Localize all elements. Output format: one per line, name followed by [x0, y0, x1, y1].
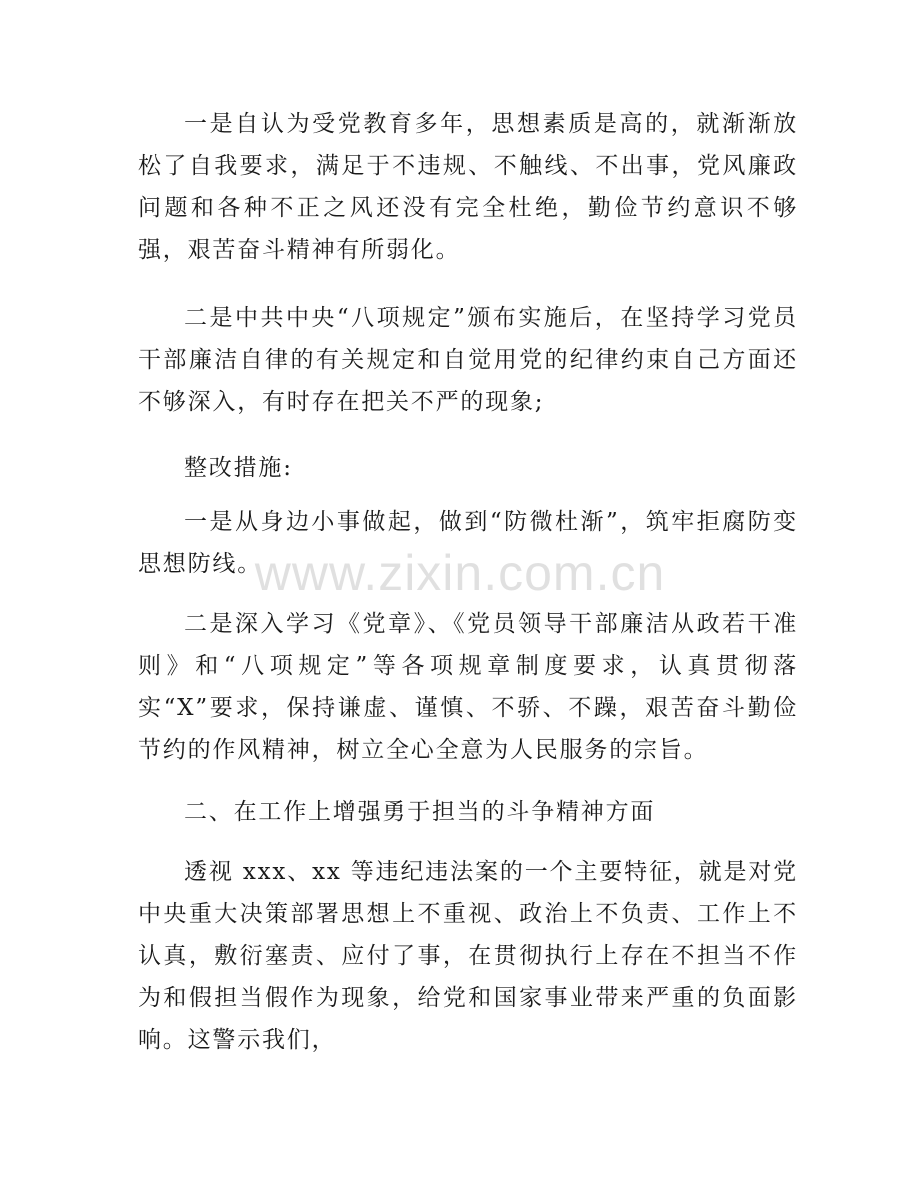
watermark: www.zixin.com.cn	[254, 545, 666, 601]
paragraph-3: 整改措施:	[184, 455, 293, 481]
paragraph-1: 一是自认为受党教育多年，思想素质是高的，就渐渐放松了自我要求，满足于不违规、不触线、不出事，党风廉政问题和各种不正之风还没有完全杜绝，勤俭节约意识不够强，艰苦奋斗精神有所弱化。	[138, 111, 798, 263]
paragraph-2: 二是中共中央“八项规定”颁布实施后，在坚持学习党员干部廉洁自律的有关规定和自觉用党的纪律约束自己方面还不够深入，有时存在把关不严的现象;	[138, 305, 798, 415]
paragraph-5: 二是深入学习《党章》、《党员领导干部廉洁从政若干准则》和“八项规定”等各项规章制度要求，认真贯彻落实“X”要求，保持谦虚、谨慎、不骄、不躁，艰苦奋斗勤俭节约的作风精神，树立全心全意为人民服务的宗旨。	[138, 611, 798, 763]
section-heading: 二、在工作上增强勇于担当的斗争精神方面	[184, 799, 656, 825]
paragraph-7: 透视 xxx、xx 等违纪违法案的一个主要特征，就是对党中央重大决策部署思想上不重视、政治上不负责、工作上不认真，敷衍塞责、应付了事，在贯彻执行上存在不担当不作为和假担当假作为现象，给党和国家事业带来严重的负面影响。这警示我们，	[138, 859, 798, 1053]
paragraph-4: 一是从身边小事做起，做到“防微杜渐”，筑牢拒腐防变思想防线。	[138, 509, 798, 577]
